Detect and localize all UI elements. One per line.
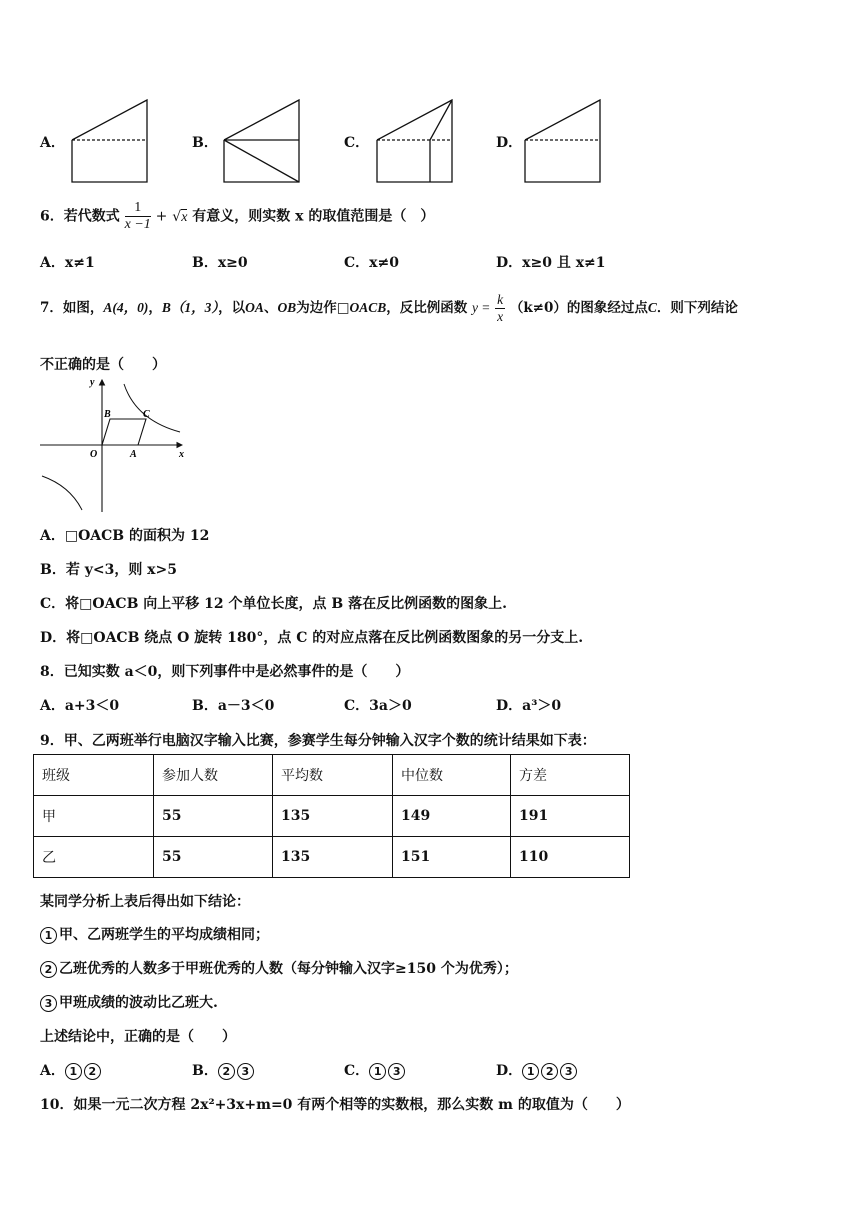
q7-option-d: D．将□OACB 绕点 O 旋转 180°，点 C 的对应点落在反比例函数图象的另一分支上. — [40, 630, 584, 646]
q7-oa: OA — [245, 300, 264, 315]
table-header-cell: 班级 — [34, 755, 154, 796]
circled-number: 1 — [369, 1063, 386, 1080]
q6-frac-den: x −1 — [124, 217, 151, 232]
q8-option-a: A．a+3＜0 — [40, 698, 120, 714]
table-cell: 甲 — [34, 796, 154, 837]
q7-comma: 、 — [263, 300, 278, 316]
q9-option-b — [192, 1060, 256, 1080]
q5-option-a-figure — [70, 98, 150, 184]
circled-number: 2 — [541, 1063, 558, 1080]
q7-option-a: A．□OACB 的面积为 12 — [40, 528, 210, 544]
q8-option-b: B．a－3＜0 — [192, 698, 275, 714]
q6-option-b: B．x≥0 — [192, 255, 248, 271]
q5-option-a-label: A． — [40, 135, 65, 151]
table-header-cell: 平均数 — [273, 755, 393, 796]
q10-stem: 10．如果一元二次方程 2x²+3x+m=0 有两个相等的实数根，那么实数 m 的取值为（ ） — [40, 1097, 630, 1113]
q7-graph-a-label: A — [130, 449, 137, 460]
q7-text-e: ．则下列结论 — [656, 300, 738, 316]
q5-option-c-figure — [375, 98, 455, 184]
q5-option-d-figure — [523, 98, 603, 184]
q7-stem-line1 — [40, 292, 738, 325]
table-cell: 110 — [511, 837, 630, 878]
table-cell: 135 — [273, 796, 393, 837]
table-cell: 135 — [273, 837, 393, 878]
q6-plus: + — [155, 208, 168, 225]
q7-text-d: ，反比例函数 — [386, 300, 468, 316]
circled-number: 3 — [40, 995, 57, 1012]
q8-stem: 8．已知实数 a＜0，则下列事件中是必然事件的是（ ） — [40, 664, 410, 680]
q7-point-a: A(4，0) — [103, 300, 149, 315]
q6-prefix: 6．若代数式 — [40, 208, 120, 225]
q7-graph-o-label: O — [90, 449, 98, 460]
q9-conclusion-3 — [40, 992, 218, 1012]
q7-graph-b-label: B — [104, 409, 111, 420]
table-cell: 乙 — [34, 837, 154, 878]
q7-ob: OB — [277, 300, 297, 315]
q5-option-d-label: D． — [496, 135, 523, 151]
table-cell: 191 — [511, 796, 630, 837]
q9-analysis: 某同学分析上表后得出如下结论： — [40, 894, 250, 910]
q9-ask: 上述结论中，正确的是（ ） — [40, 1029, 236, 1045]
table-cell: 151 — [393, 837, 511, 878]
circled-number: 3 — [388, 1063, 405, 1080]
q9-conclusion-1 — [40, 924, 269, 944]
q9-option-letter: D． — [496, 1063, 523, 1079]
q7-sep: ， — [148, 300, 162, 316]
q7-c: C — [647, 300, 657, 315]
q7-point-b: B（1，3） — [161, 300, 219, 315]
q5-option-c-label: C． — [344, 135, 370, 151]
table-cell: 55 — [154, 796, 273, 837]
q7-text-c: 为边作□ — [296, 300, 350, 316]
q6-option-d: D．x≥0 且 x≠1 — [496, 255, 606, 271]
q7-oacb: OACB — [349, 300, 387, 315]
q6-fraction — [125, 200, 151, 233]
table-row — [34, 796, 630, 837]
q9-stats-table — [33, 754, 630, 878]
q7-cond: （k≠0）的图象经过点 — [509, 300, 648, 316]
table-header-cell: 方差 — [511, 755, 630, 796]
q7-text-b: ，以 — [218, 300, 246, 316]
q8-option-d: D．a³＞0 — [496, 698, 562, 714]
circled-number: 1 — [522, 1063, 539, 1080]
q6-option-a: A．x≠1 — [40, 255, 95, 271]
circled-number: 1 — [65, 1063, 82, 1080]
q7-graph-y-label: y — [90, 377, 95, 388]
circled-number: 1 — [40, 927, 57, 944]
q7-frac-x: x — [497, 309, 504, 324]
q9-option-c — [344, 1060, 407, 1080]
q9-option-letter: B． — [192, 1063, 218, 1079]
q7-stem-line2: 不正确的是（ ） — [40, 357, 166, 373]
q9-option-letter: C． — [344, 1063, 370, 1079]
circled-number: 2 — [40, 961, 57, 978]
table-header-cell: 参加人数 — [154, 755, 273, 796]
q8-option-c: C．3a＞0 — [344, 698, 412, 714]
q7-option-c: C．将□OACB 向上平移 12 个单位长度，点 B 落在反比例函数的图象上. — [40, 596, 507, 612]
table-header-cell: 中位数 — [393, 755, 511, 796]
circled-number: 2 — [84, 1063, 101, 1080]
q7-frac-k: k — [497, 292, 504, 307]
table-header-row — [34, 755, 630, 796]
q9-option-d — [496, 1060, 579, 1080]
q5-option-b-figure — [222, 98, 302, 184]
q5-option-b-label: B． — [192, 135, 218, 151]
table-cell: 55 — [154, 837, 273, 878]
q9-option-letter: A． — [40, 1063, 65, 1079]
q6-stem — [40, 200, 434, 233]
q9-conclusion-text: 甲、乙两班学生的平均成绩相同； — [59, 927, 269, 943]
q7-graph-c-label: C — [143, 409, 150, 420]
q9-stem: 9．甲、乙两班举行电脑汉字输入比赛，参赛学生每分钟输入汉字个数的统计结果如下表： — [40, 733, 596, 749]
q7-fraction — [495, 292, 505, 325]
q7-text-a: 7．如图， — [40, 300, 104, 316]
circled-number: 3 — [560, 1063, 577, 1080]
q7-coordinate-graph — [40, 376, 190, 516]
q7-graph-x-label: x — [179, 449, 184, 460]
circled-number: 2 — [218, 1063, 235, 1080]
q7-y-eq: y = — [471, 300, 491, 315]
q9-option-a — [40, 1060, 103, 1080]
q7-option-b: B．若 y<3，则 x>5 — [40, 562, 178, 578]
q9-conclusion-text: 甲班成绩的波动比乙班大. — [59, 995, 218, 1011]
circled-number: 3 — [237, 1063, 254, 1080]
table-cell: 149 — [393, 796, 511, 837]
sqrt-icon: √x — [172, 208, 188, 225]
q6-sqrt-var: x — [181, 209, 188, 225]
q6-option-c: C．x≠0 — [344, 255, 399, 271]
q6-suffix: 有意义，则实数 x 的取值范围是（ ） — [192, 208, 435, 225]
q9-conclusion-2 — [40, 958, 518, 978]
q9-conclusion-text: 乙班优秀的人数多于甲班优秀的人数（每分钟输入汉字≥150 个为优秀）； — [59, 961, 518, 977]
q6-frac-num: 1 — [125, 200, 151, 217]
table-row — [34, 837, 630, 878]
